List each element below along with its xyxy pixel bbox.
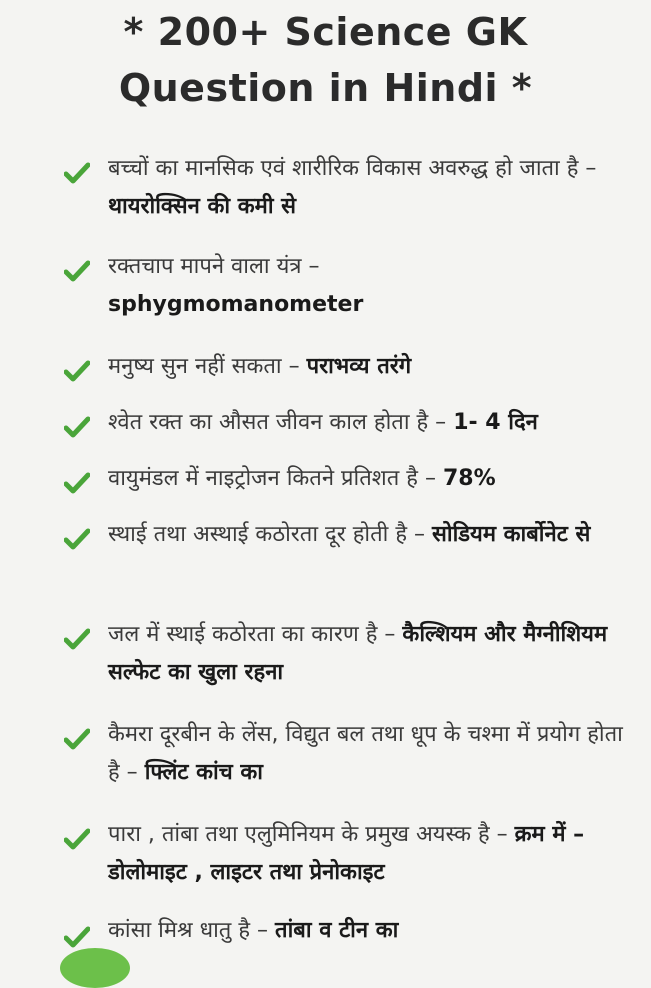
title-line-2: Question in Hindi * [118, 66, 533, 110]
check-icon [64, 260, 90, 282]
list-item-text [108, 616, 623, 692]
page-title [0, 4, 651, 116]
question-text: श्वेत रक्त का औसत जीवन काल होता है – [108, 410, 447, 435]
check-icon [64, 828, 90, 850]
list-item-text [108, 348, 623, 386]
question-text: बच्चों का मानसिक एवं शारीरिक विकास अवरुद्ध हो जाता है – [108, 156, 597, 181]
question-text: रक्तचाप मापने वाला यंत्र – [108, 254, 320, 279]
green-corner-shape [60, 948, 130, 988]
answer-text: फ्लिंट कांच का [144, 760, 263, 785]
list-item-text [108, 404, 623, 442]
question-text: मनुष्य सुन नहीं सकता – [108, 354, 300, 379]
list-item-text [108, 716, 623, 792]
list-item-text [108, 516, 623, 554]
check-icon [64, 528, 90, 550]
answer-text: तांबा व टीन का [275, 918, 399, 943]
title-line-1: * 200+ Science GK [123, 10, 528, 54]
answer-text: पराभव्य तरंगे [306, 354, 412, 379]
answer-text: sphygmomanometer [108, 292, 364, 317]
question-text: स्थाई तथा अस्थाई कठोरता दूर होती है – [108, 522, 426, 547]
answer-text: क्रम में – डोलोमाइट , लाइटर तथा प्रेनोकाइट [108, 822, 585, 885]
answer-text: कैल्शियम और मैग्नीशियम सल्फेट का खुला रहना [108, 622, 608, 685]
list-item-text [108, 912, 623, 950]
check-icon [64, 728, 90, 750]
check-icon [64, 472, 90, 494]
list-item-text [108, 248, 623, 324]
answer-text: 1- 4 दिन [453, 410, 538, 435]
check-icon [64, 416, 90, 438]
question-text: पारा , तांबा तथा एलुमिनियम के प्रमुख अयस्क है – [108, 822, 508, 847]
answer-text: 78% [442, 466, 496, 491]
question-text: कांसा मिश्र धातु है – [108, 918, 269, 943]
list-item-text [108, 150, 623, 226]
question-text: कैमरा दूरबीन के लेंस, विद्युत बल तथा धूप के चश्मा में प्रयोग होता है – [108, 722, 623, 785]
check-icon [64, 360, 90, 382]
question-text: जल में स्थाई कठोरता का कारण है – [108, 622, 396, 647]
list-item-text [108, 460, 623, 498]
check-icon [64, 926, 90, 948]
answer-text: सोडियम कार्बोनेट से [432, 522, 591, 547]
check-icon [64, 628, 90, 650]
question-text: वायुमंडल में नाइट्रोजन कितने प्रतिशत है – [108, 466, 436, 491]
list-item-text [108, 816, 623, 892]
answer-text: थायरोक्सिन की कमी से [108, 194, 297, 219]
check-icon [64, 162, 90, 184]
